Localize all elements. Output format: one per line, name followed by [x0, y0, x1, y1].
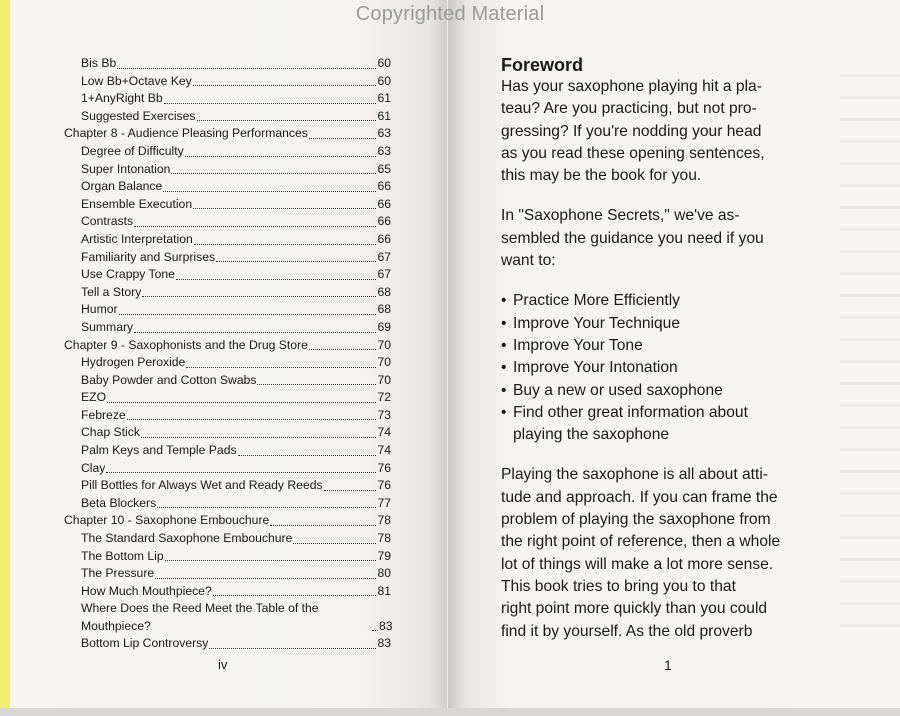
toc-entry-title: Use Crappy Tone	[81, 267, 175, 282]
toc-entry-title: Baby Powder and Cotton Swabs	[81, 372, 257, 387]
text-line: find it by yourself. As the old proverb	[501, 622, 753, 640]
toc-entry	[64, 442, 391, 460]
toc-entry	[64, 143, 391, 161]
bullet-text: Practice More Efficiently	[513, 292, 680, 310]
text-line: as you read these opening sentences,	[501, 144, 765, 162]
toc-entry-title: Chapter 10 - Saxophone Embouchure	[64, 513, 270, 528]
toc-entry-title: Pill Bottles for Always Wet and Ready Reeds	[81, 478, 323, 493]
toc-entry-title: Bottom Lip Controversy	[81, 636, 209, 651]
toc-leader-dots	[127, 419, 377, 420]
toc-entry-page: 79	[377, 548, 391, 563]
toc-entry-page: 74	[377, 425, 391, 440]
toc-entry	[64, 565, 391, 583]
toc-entry-title: Organ Balance	[81, 179, 163, 194]
toc-entry-page: 66	[377, 196, 391, 211]
bullet-item	[501, 357, 837, 379]
toc-entry-page: 69	[377, 319, 391, 334]
toc-entry-page: 81	[377, 583, 391, 598]
foreword-bullet-list	[501, 290, 837, 446]
toc-entry-page: 76	[377, 460, 391, 475]
toc-entry	[64, 249, 391, 267]
toc-leader-dots	[107, 402, 376, 403]
toc-entry	[64, 284, 391, 302]
bullet-item	[501, 424, 837, 446]
toc-leader-dots	[193, 85, 377, 86]
toc-entry	[64, 301, 391, 319]
toc-entry	[64, 460, 391, 478]
toc-leader-dots	[134, 332, 376, 333]
foreword-paragraph-2	[501, 205, 837, 272]
toc-entry-page: 78	[377, 513, 391, 528]
page-number-right: 1	[664, 657, 672, 673]
bullet-icon: •	[501, 403, 507, 421]
toc-entry-title: Low Bb+Octave Key	[81, 73, 192, 88]
toc-entry-title: Artistic Interpretation	[81, 231, 193, 246]
toc-entry-page: 70	[377, 372, 391, 387]
toc-entry	[64, 73, 391, 91]
toc-entry-title: Suggested Exercises	[81, 108, 196, 123]
toc-entry	[64, 108, 391, 126]
foreword-section	[501, 54, 837, 643]
toc-entry-title: Contrasts	[81, 214, 134, 229]
toc-entry	[64, 266, 391, 284]
toc-entry	[64, 354, 391, 372]
toc-entry-title: Bis Bb	[81, 56, 117, 70]
text-line: This book tries to bring you to that	[501, 577, 736, 595]
bottom-edge	[0, 708, 900, 716]
toc-entry	[64, 548, 391, 566]
toc-entry-page: 61	[377, 91, 391, 106]
toc-leader-dots	[186, 367, 376, 368]
bullet-icon: •	[501, 314, 507, 332]
bullet-item	[501, 402, 837, 424]
toc-entry	[64, 635, 391, 653]
toc-entry-title: The Bottom Lip	[81, 548, 164, 563]
toc-entry-page: 66	[377, 231, 391, 246]
toc-entry-page: 67	[377, 267, 391, 282]
watermark: Copyrighted Material	[355, 3, 545, 25]
text-line: this may be the book for you.	[501, 167, 702, 185]
toc-entry	[64, 407, 391, 425]
text-line: gressing? If you're nodding your head	[501, 122, 762, 140]
toc-entry	[64, 583, 391, 601]
toc-leader-dots	[171, 173, 376, 174]
toc-entry	[64, 424, 391, 442]
toc-entry-title: 1+AnyRight Bb	[81, 91, 163, 106]
text-line: lot of things will make a lot more sense.	[501, 555, 774, 573]
toc-entry-page: 70	[377, 337, 391, 352]
foreword-paragraph-3	[501, 464, 837, 642]
toc-entry-page: 61	[377, 108, 391, 123]
foreword-heading: Foreword	[501, 55, 584, 75]
text-line: In "Saxophone Secrets," we've as-	[501, 207, 740, 225]
toc-leader-dots	[106, 472, 376, 473]
toc-entry	[64, 512, 391, 530]
text-line: Playing the saxophone is all about atti-	[501, 466, 768, 484]
toc-entry-page: 68	[377, 284, 391, 299]
toc-leader-dots	[238, 455, 377, 456]
toc-entry-page: 67	[377, 249, 391, 264]
toc-leader-dots	[324, 490, 377, 491]
yellow-edge	[0, 0, 10, 716]
toc-entry-page: 72	[377, 390, 391, 405]
toc-entry-title: Chapter 8 - Audience Pleasing Performances	[64, 126, 308, 141]
toc-leader-dots	[134, 226, 376, 227]
text-line: tude and approach. If you can frame the	[501, 488, 778, 506]
bullet-icon: •	[501, 336, 507, 354]
toc-entry-title: The Pressure	[81, 566, 155, 581]
text-line: sembled the guidance you need if you	[501, 229, 764, 247]
toc-entry	[64, 213, 391, 231]
toc-leader-dots	[117, 68, 376, 69]
bullet-text: Improve Your Intonation	[513, 359, 678, 377]
toc-leader-dots	[257, 384, 376, 385]
toc-entry	[64, 600, 391, 635]
toc-leader-dots	[193, 208, 376, 209]
toc-leader-dots	[213, 595, 377, 596]
toc-leader-dots	[163, 191, 376, 192]
toc-entry-title: Chap Stick	[81, 425, 140, 440]
toc-entry-page: 63	[377, 143, 391, 158]
toc-entry-title: How Much Mouthpiece?	[81, 583, 212, 598]
toc-entry-title: Beta Blockers	[81, 495, 157, 510]
bullet-item	[501, 335, 837, 357]
foreword-paragraph-1	[501, 76, 837, 187]
toc-entry	[64, 161, 391, 179]
toc-leader-dots	[197, 120, 377, 121]
table-of-contents	[64, 55, 391, 653]
toc-entry-title: Where Does the Reed Meet the Table of the Mouthpiece?	[81, 601, 319, 633]
toc-entry-title: The Standard Saxophone Embouchure	[81, 531, 293, 546]
toc-entry	[64, 337, 391, 355]
bullet-item	[501, 290, 837, 312]
bullet-text: Improve Your Technique	[513, 314, 681, 332]
toc-entry-page: 74	[377, 443, 391, 458]
toc-leader-dots	[216, 261, 376, 262]
toc-entry-title: Summary	[81, 319, 134, 334]
toc-leader-dots	[209, 648, 376, 649]
bullet-icon: •	[501, 381, 507, 399]
toc-entry-page: 77	[377, 495, 391, 510]
toc-entry	[64, 372, 391, 390]
toc-entry-title: Febreze	[81, 407, 126, 422]
toc-entry-page: 78	[377, 531, 391, 546]
toc-entry-page: 63	[377, 126, 391, 141]
toc-entry	[64, 319, 391, 337]
bullet-text: Improve Your Tone	[513, 336, 643, 354]
toc-leader-dots	[141, 437, 377, 438]
text-line: the right point of reference, then a whole	[501, 533, 781, 551]
toc-entry	[64, 389, 391, 407]
toc-leader-dots	[293, 543, 376, 544]
toc-entry-page: 80	[377, 566, 391, 581]
page-number-left: iv	[218, 657, 228, 672]
toc-entry	[64, 196, 391, 214]
toc-entry	[64, 55, 391, 73]
toc-entry-title: Super Intonation	[81, 161, 171, 176]
text-line: Has your saxophone playing hit a pla-	[501, 78, 762, 95]
toc-leader-dots	[176, 279, 376, 280]
toc-entry-page: 66	[377, 179, 391, 194]
toc-entry-page: 83	[377, 636, 391, 651]
toc-leader-dots	[142, 296, 376, 297]
toc-leader-dots	[165, 560, 377, 561]
toc-entry-page: 65	[377, 161, 391, 176]
toc-entry-title: Tell a Story	[81, 284, 142, 299]
text-line: teau? Are you practicing, but not pro-	[501, 100, 757, 118]
toc-entry-title: Palm Keys and Temple Pads	[81, 443, 237, 458]
toc-entry-title: Familiarity and Surprises	[81, 249, 216, 264]
toc-leader-dots	[164, 103, 377, 104]
toc-entry	[64, 178, 391, 196]
toc-entry	[64, 125, 391, 143]
toc-entry	[64, 495, 391, 513]
toc-entry-page: 76	[377, 478, 391, 493]
bullet-icon: •	[501, 359, 507, 377]
toc-leader-dots	[372, 630, 378, 631]
toc-leader-dots	[155, 578, 376, 579]
text-line: problem of playing the saxophone from	[501, 511, 771, 529]
bullet-icon: •	[501, 292, 507, 310]
bleed-through-text	[840, 60, 900, 640]
toc-entry-page: 60	[377, 56, 391, 70]
toc-entry-page: 83	[379, 618, 393, 633]
toc-leader-dots	[309, 349, 377, 350]
toc-leader-dots	[185, 156, 377, 157]
toc-leader-dots	[309, 138, 377, 139]
text-line: right point more quickly than you could	[501, 600, 768, 618]
toc-leader-dots	[157, 507, 376, 508]
bullet-text: Buy a new or used saxophone	[513, 381, 723, 399]
toc-leader-dots	[194, 244, 377, 245]
toc-entry	[64, 231, 391, 249]
toc-entry-page: 70	[377, 355, 391, 370]
bullet-text: Find other great information about	[513, 403, 748, 421]
toc-entry	[64, 530, 391, 548]
toc-entry-title: Chapter 9 - Saxophonists and the Drug Store	[64, 337, 308, 352]
text-line: want to:	[501, 252, 556, 270]
toc-entry-page: 68	[377, 302, 391, 317]
toc-entry-page: 73	[377, 407, 391, 422]
bullet-text: playing the saxophone	[513, 426, 670, 444]
toc-entry-title: Humor	[81, 302, 118, 317]
toc-entry-title: Hydrogen Peroxide	[81, 355, 186, 370]
toc-entry	[64, 90, 391, 108]
toc-entry-title: EZO	[81, 390, 107, 405]
toc-leader-dots	[270, 525, 376, 526]
bullet-item	[501, 380, 837, 402]
toc-entry-title: Ensemble Execution	[81, 196, 193, 211]
bullet-item	[501, 313, 837, 335]
toc-entry-page: 66	[377, 214, 391, 229]
toc-entry	[64, 477, 391, 495]
toc-entry-title: Degree of Difficulty	[81, 143, 184, 158]
toc-leader-dots	[119, 314, 377, 315]
toc-entry-page: 60	[377, 73, 391, 88]
toc-entry-title: Clay	[81, 460, 106, 475]
